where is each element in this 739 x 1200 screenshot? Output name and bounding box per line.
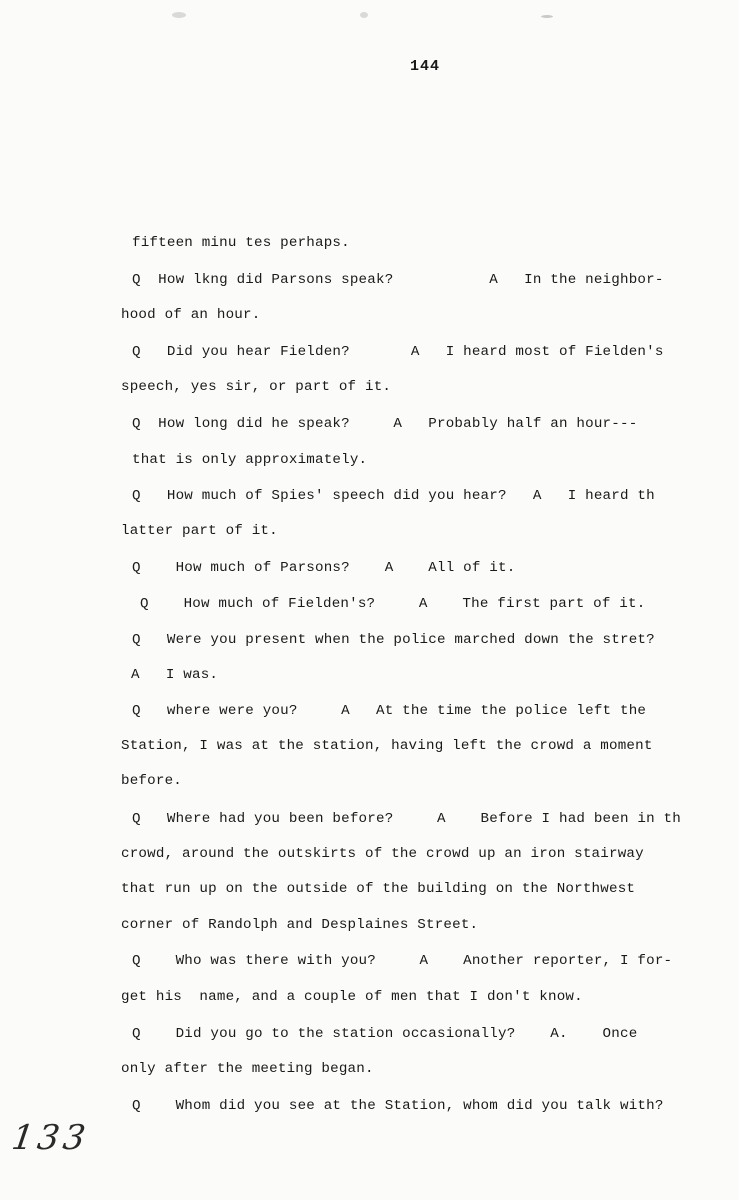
scan-speck xyxy=(172,12,186,18)
transcript-line-20: corner of Randolph and Desplaines Street. xyxy=(121,917,479,933)
scan-speck xyxy=(360,12,368,18)
transcript-line-2: Q How lkng did Parsons speak? A In the neighbor- xyxy=(132,272,664,288)
transcript-line-10: Q How much of Parsons? A All of it. xyxy=(132,560,516,576)
transcript-line-12: Q Were you present when the police marched down the stret? xyxy=(132,632,655,648)
transcript-line-9: latter part of it. xyxy=(121,523,278,539)
transcript-line-7: that is only approximately. xyxy=(132,452,368,468)
transcript-line-17: Q Where had you been before? A Before I had been in th xyxy=(132,811,681,827)
transcript-line-21: Q Who was there with you? A Another reporter, I for- xyxy=(132,953,673,969)
transcript-line-6: Q How long did he speak? A Probably half an hour--- xyxy=(132,416,638,432)
handwritten-margin-note: 133 xyxy=(9,1118,92,1158)
transcript-line-1: fifteen minu tes perhaps. xyxy=(132,235,350,251)
transcript-line-3: hood of an hour. xyxy=(121,307,261,323)
transcript-line-19: that run up on the outside of the building on the Northwest xyxy=(121,881,636,897)
transcript-line-5: speech, yes sir, or part of it. xyxy=(121,379,392,395)
transcript-line-8: Q How much of Spies' speech did you hear? A I heard th xyxy=(132,488,655,504)
page-number: 144 xyxy=(410,58,441,75)
transcript-line-25: Q Whom did you see at the Station, whom did you talk with? xyxy=(132,1098,664,1114)
transcript-line-23: Q Did you go to the station occasionally? A. Once xyxy=(132,1026,638,1042)
transcript-line-22: get his name, and a couple of men that I don't know. xyxy=(121,989,583,1005)
transcript-line-16: before. xyxy=(121,773,182,789)
scan-speck xyxy=(541,15,553,18)
transcript-line-18: crowd, around the outskirts of the crowd up an iron stairway xyxy=(121,846,644,862)
transcript-line-4: Q Did you hear Fielden? A I heard most of Fielden's xyxy=(132,344,664,360)
transcript-line-15: Station, I was at the station, having left the crowd a moment xyxy=(121,738,653,754)
transcript-line-13: A I was. xyxy=(131,667,219,683)
transcript-line-24: only after the meeting began. xyxy=(121,1061,374,1077)
transcript-line-11: Q How much of Fielden's? A The first part of it. xyxy=(140,596,646,612)
transcript-line-14: Q where were you? A At the time the police left the xyxy=(132,703,647,719)
